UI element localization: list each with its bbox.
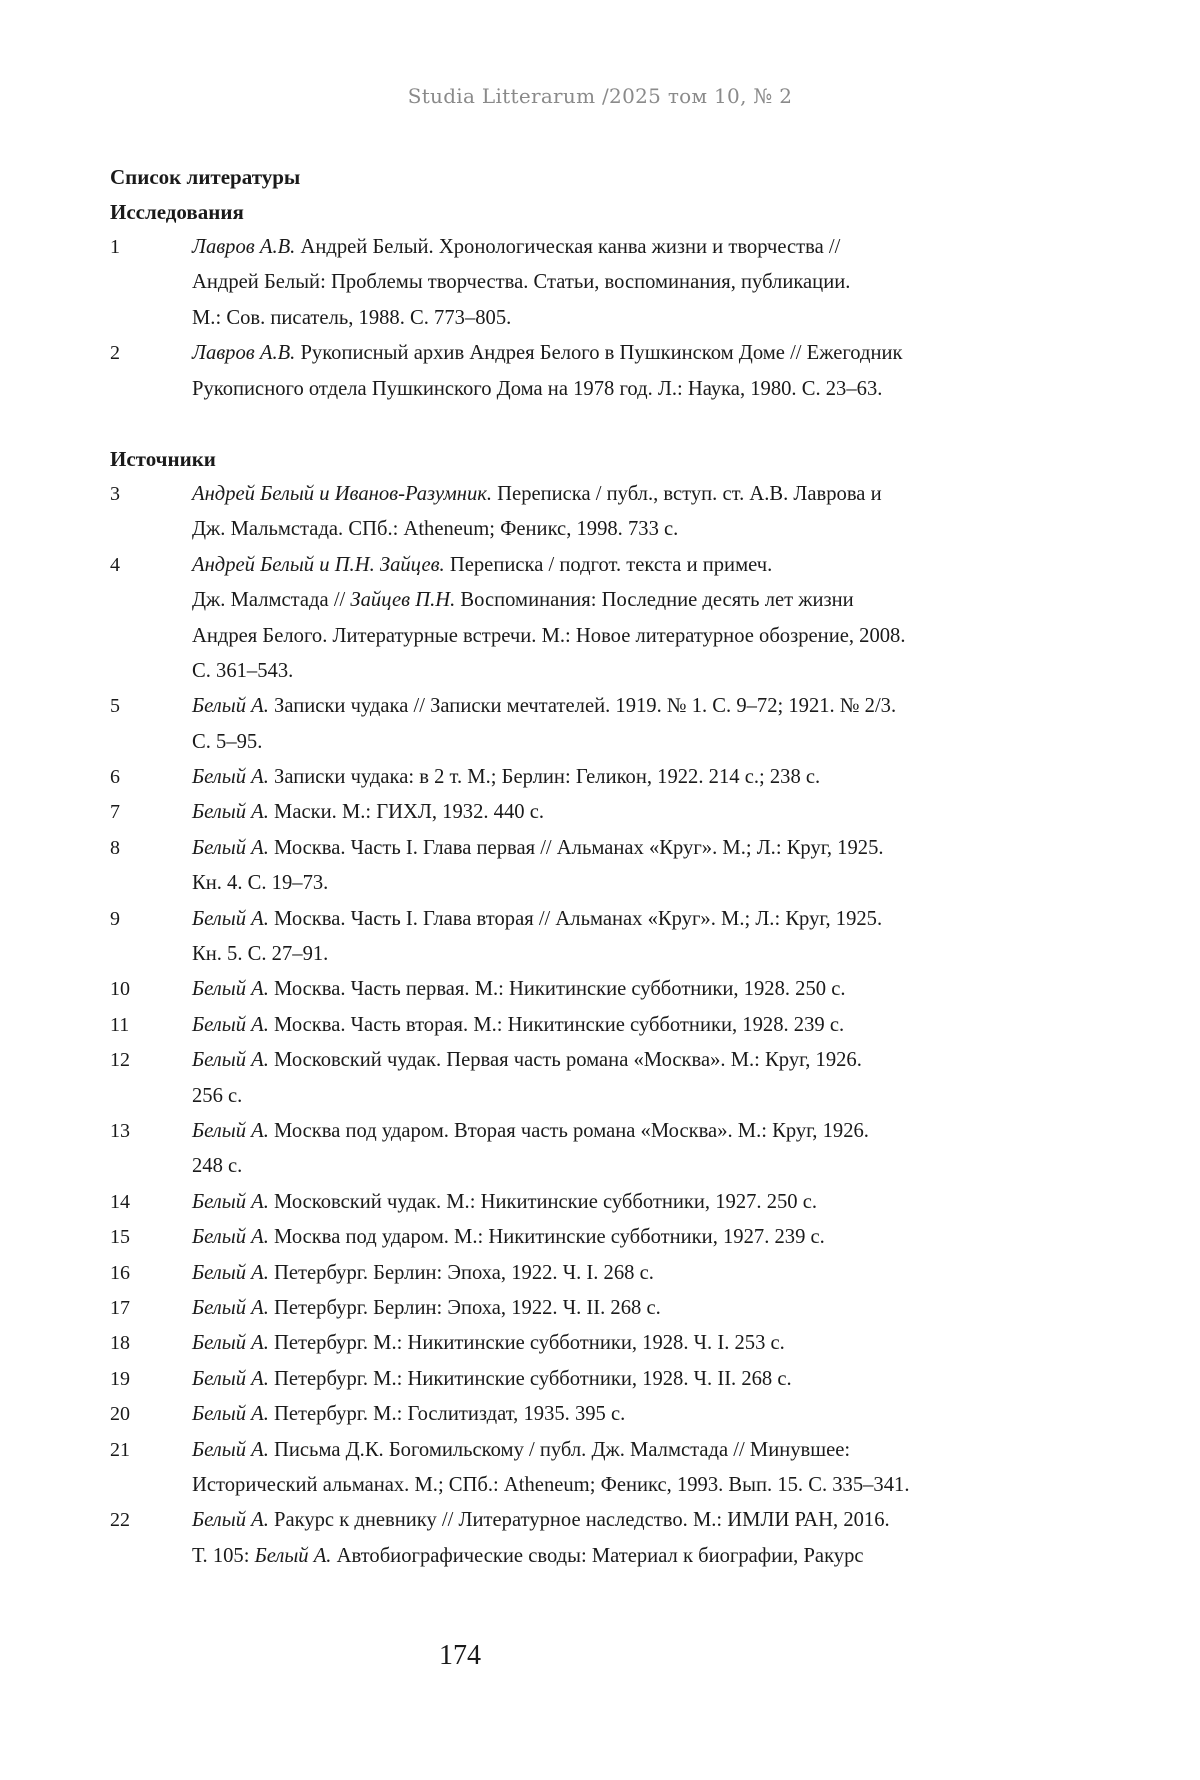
reference-line: [192, 336, 1060, 371]
author-name: Белый А.: [192, 1049, 269, 1072]
author-name: Лавров А.В.: [192, 342, 296, 365]
reference-line: [192, 619, 1060, 654]
reference-text: [192, 795, 1060, 830]
reference-segment: Ракурс к дневнику // Литературное наследство. М.: ИМЛИ РАН, 2016.: [268, 1509, 890, 1532]
author-name: Белый А.: [192, 1261, 269, 1284]
reference-line: [192, 1114, 1060, 1149]
reference-segment: Москва под ударом. М.: Никитинские субботники, 1927. 239 с.: [268, 1226, 825, 1249]
reference-number: 17: [110, 1297, 130, 1320]
reference-segment: Кн. 4. С. 19–73.: [192, 872, 329, 895]
author-name: Белый А.: [192, 1509, 269, 1532]
reference-segment: Андрея Белого. Литературные встречи. М.: Новое литературное обозрение, 2008.: [192, 624, 906, 647]
reference-text: [192, 1008, 1060, 1043]
bibliography-sections: [110, 195, 1060, 1574]
page-number: 174: [439, 1640, 481, 1671]
reference-number: 20: [110, 1403, 130, 1426]
reference-entry: [110, 1008, 1060, 1043]
author-name: Белый А.: [192, 1190, 269, 1213]
reference-number: 5: [110, 695, 120, 718]
reference-segment: Письма Д.К. Богомильскому / публ. Дж. Малмстада // Минувшее:: [268, 1438, 851, 1461]
reference-text: [192, 1114, 1060, 1185]
reference-line: [192, 1326, 1060, 1361]
reference-entry: [110, 902, 1060, 973]
reference-number: 16: [110, 1261, 130, 1284]
reference-segment: Рукописного отдела Пушкинского Дома на 1978 год. Л.: Наука, 1980. С. 23–63.: [192, 377, 883, 400]
author-name: Белый А.: [254, 1544, 332, 1567]
reference-text: [192, 1291, 1060, 1326]
reference-entry: [110, 1220, 1060, 1255]
reference-entry: [110, 1114, 1060, 1185]
reference-number: 18: [110, 1332, 130, 1355]
reference-text: [192, 902, 1060, 973]
reference-number: 11: [110, 1013, 130, 1036]
reference-segment: Москва. Часть первая. М.: Никитинские субботники, 1928. 250 с.: [268, 978, 846, 1001]
reference-line: [192, 1397, 1060, 1432]
reference-segment: С. 361–543.: [192, 659, 294, 682]
reference-segment: Записки чудака: в 2 т. М.; Берлин: Геликон, 1922. 214 с.; 238 с.: [268, 766, 821, 789]
reference-text: [192, 972, 1060, 1007]
reference-segment: 256 с.: [192, 1084, 243, 1107]
reference-line: [192, 583, 1060, 618]
reference-line: [192, 1503, 1060, 1538]
author-name: Лавров А.В.: [192, 236, 296, 258]
reference-line: [192, 1468, 1060, 1503]
reference-line: [192, 548, 1060, 583]
reference-text: [192, 1362, 1060, 1397]
author-name: Белый А.: [192, 1367, 269, 1390]
reference-line: [192, 1256, 1060, 1291]
reference-entry: [110, 548, 1060, 690]
reference-segment: Москва. Часть I. Глава вторая // Альманах «Круг». М.; Л.: Круг, 1925.: [268, 907, 883, 930]
reference-text: [192, 1185, 1060, 1220]
reference-number: 10: [110, 978, 130, 1001]
reference-segment: 248 с.: [192, 1155, 243, 1178]
reference-text: [192, 1326, 1060, 1361]
reference-segment: Андрей Белый: Проблемы творчества. Статьи, воспоминания, публикации.: [192, 271, 851, 294]
reference-entry: [110, 689, 1060, 760]
reference-text: [192, 336, 1060, 407]
reference-number: 6: [110, 766, 120, 789]
reference-text: [192, 1256, 1060, 1291]
author-name: Белый А.: [192, 836, 269, 859]
author-name: Белый А.: [192, 766, 269, 789]
reference-entry: [110, 1362, 1060, 1397]
reference-segment: С. 5–95.: [192, 730, 263, 753]
reference-line: [192, 937, 1060, 972]
reference-entry: [110, 1043, 1060, 1114]
reference-text: [192, 230, 1060, 336]
reference-entry: [110, 477, 1060, 548]
reference-number: 9: [110, 907, 120, 930]
reference-text: [192, 1503, 1060, 1574]
author-name: Белый А.: [192, 907, 269, 930]
reference-segment: Петербург. М.: Никитинские субботники, 1928. Ч. I. 253 с.: [268, 1332, 785, 1355]
reference-text: [192, 1433, 1060, 1504]
running-head: Studia Litterarum /2025 том 10, № 2: [407, 84, 793, 108]
reference-segment: Андрей Белый. Хронологическая канва жизни и творчества //: [295, 236, 841, 258]
reference-number: 13: [110, 1120, 130, 1143]
reference-segment: Московский чудак. Первая часть романа «Москва». М.: Круг, 1926.: [268, 1049, 862, 1072]
author-name: Белый А.: [192, 1226, 269, 1249]
author-name: Андрей Белый и Иванов-Разумник.: [192, 482, 493, 505]
reference-number: 19: [110, 1367, 130, 1390]
reference-line: [192, 1220, 1060, 1255]
reference-segment: Московский чудак. М.: Никитинские субботники, 1927. 250 с.: [268, 1190, 818, 1213]
reference-line: [192, 301, 1060, 336]
reference-text: [192, 548, 1060, 690]
reference-segment: Дж. Мальмстада. СПб.: Atheneum; Феникс, 1998. 733 с.: [192, 518, 679, 541]
author-name: Белый А.: [192, 695, 269, 718]
section-heading: Исследования: [110, 200, 244, 224]
reference-line: [192, 1043, 1060, 1078]
reference-segment: Переписка / подгот. текста и примеч.: [444, 553, 773, 576]
reference-entry: [110, 1185, 1060, 1220]
reference-entry: [110, 336, 1060, 407]
reference-segment: Москва под ударом. Вторая часть романа «Москва». М.: Круг, 1926.: [268, 1120, 869, 1143]
reference-entry: [110, 831, 1060, 902]
author-name: Белый А.: [192, 1438, 269, 1461]
reference-segment: Петербург. Берлин: Эпоха, 1922. Ч. II. 268 с.: [268, 1297, 661, 1320]
reference-entry: [110, 1326, 1060, 1361]
reference-entry: [110, 1503, 1060, 1574]
reference-line: [192, 372, 1060, 407]
reference-number: 12: [110, 1049, 130, 1072]
reference-segment: Дж. Малмстада //: [192, 589, 351, 612]
reference-segment: Москва. Часть вторая. М.: Никитинские субботники, 1928. 239 с.: [268, 1013, 845, 1036]
reference-text: [192, 1220, 1060, 1255]
reference-number: 2: [110, 342, 120, 365]
bibliography-title: Список литературы: [110, 165, 301, 189]
reference-line: [192, 972, 1060, 1007]
reference-line: [192, 760, 1060, 795]
author-name: Белый А.: [192, 1013, 269, 1036]
reference-line: [192, 1539, 1060, 1574]
author-name: Белый А.: [192, 1403, 269, 1426]
reference-segment: Кн. 5. С. 27–91.: [192, 943, 329, 966]
reference-number: 15: [110, 1226, 130, 1249]
reference-line: [192, 1185, 1060, 1220]
author-name: Белый А.: [192, 1297, 269, 1320]
reference-entry: [110, 1397, 1060, 1432]
reference-line: [192, 477, 1060, 512]
reference-segment: Москва. Часть I. Глава первая // Альманах «Круг». М.; Л.: Круг, 1925.: [268, 836, 884, 859]
reference-text: [192, 477, 1060, 548]
reference-line: [192, 902, 1060, 937]
reference-entry: [110, 1433, 1060, 1504]
reference-number: 7: [110, 801, 120, 824]
reference-entry: [110, 760, 1060, 795]
reference-line: [192, 1291, 1060, 1326]
reference-segment: Автобиографические своды: Материал к биографии, Ракурс: [331, 1544, 864, 1567]
reference-number: 3: [110, 482, 120, 505]
bibliography: [110, 160, 1060, 1574]
reference-line: [192, 795, 1060, 830]
reference-line: [192, 1008, 1060, 1043]
reference-segment: Записки чудака // Записки мечтателей. 1919. № 1. С. 9–72; 1921. № 2/3.: [268, 695, 897, 718]
reference-segment: Петербург. Берлин: Эпоха, 1922. Ч. I. 268 с.: [268, 1261, 654, 1284]
reference-line: [192, 1362, 1060, 1397]
reference-segment: М.: Сов. писатель, 1988. С. 773–805.: [192, 306, 512, 329]
reference-line: [192, 1433, 1060, 1468]
reference-entry: [110, 972, 1060, 1007]
reference-text: [192, 689, 1060, 760]
reference-line: [192, 265, 1060, 300]
reference-number: 1: [110, 236, 120, 258]
reference-text: [192, 1043, 1060, 1114]
reference-entry: [110, 1291, 1060, 1326]
reference-text: [192, 831, 1060, 902]
reference-line: [192, 831, 1060, 866]
author-name: Белый А.: [192, 1120, 269, 1143]
reference-line: [192, 1079, 1060, 1114]
author-name: Зайцев П.Н.: [350, 589, 456, 612]
reference-segment: Исторический альманах. М.; СПб.: Atheneum; Феникс, 1993. Вып. 15. С. 335–341.: [192, 1474, 910, 1497]
reference-number: 4: [110, 553, 120, 576]
reference-number: 14: [110, 1190, 130, 1213]
author-name: Белый А.: [192, 978, 269, 1001]
author-name: Андрей Белый и П.Н. Зайцев.: [192, 553, 445, 576]
reference-text: [192, 1397, 1060, 1432]
reference-line: [192, 689, 1060, 724]
reference-segment: Петербург. М.: Никитинские субботники, 1928. Ч. II. 268 с.: [268, 1367, 792, 1390]
reference-number: 22: [110, 1509, 130, 1532]
reference-line: [192, 725, 1060, 760]
reference-segment: Маски. М.: ГИХЛ, 1932. 440 с.: [268, 801, 544, 824]
reference-entry: [110, 795, 1060, 830]
reference-entry: [110, 1256, 1060, 1291]
reference-segment: Т. 105:: [192, 1544, 255, 1567]
reference-line: [192, 654, 1060, 689]
reference-number: 8: [110, 836, 120, 859]
reference-segment: Рукописный архив Андрея Белого в Пушкинском Доме // Ежегодник: [295, 342, 903, 365]
reference-segment: Воспоминания: Последние десять лет жизни: [455, 589, 854, 612]
reference-segment: Петербург. М.: Гослитиздат, 1935. 395 с.: [268, 1403, 626, 1426]
reference-line: [192, 230, 1060, 265]
reference-line: [192, 512, 1060, 547]
reference-line: [192, 866, 1060, 901]
reference-entry: [110, 230, 1060, 336]
author-name: Белый А.: [192, 801, 269, 824]
reference-number: 21: [110, 1438, 130, 1461]
reference-segment: Переписка / публ., вступ. ст. А.В. Лаврова и: [492, 482, 882, 505]
author-name: Белый А.: [192, 1332, 269, 1355]
reference-line: [192, 1149, 1060, 1184]
reference-text: [192, 760, 1060, 795]
section-heading: Источники: [110, 446, 216, 471]
